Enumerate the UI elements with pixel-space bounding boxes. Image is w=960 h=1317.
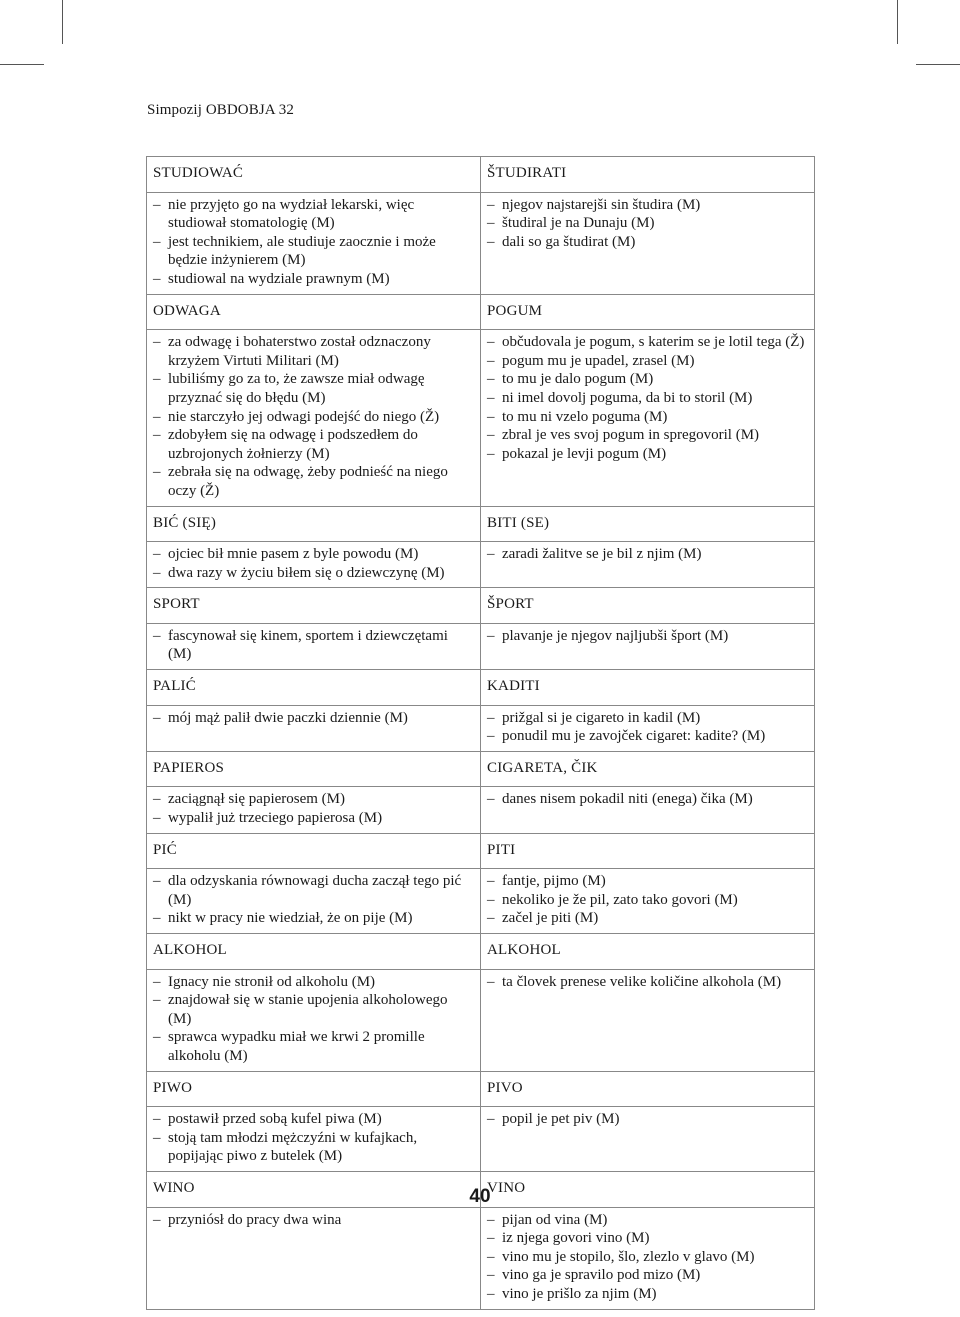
right-cell bbox=[481, 934, 815, 970]
list-item: – zbral je ves svoj pogum in spregovoril (M) bbox=[487, 426, 808, 445]
table-head-row bbox=[147, 1071, 815, 1107]
right-cell bbox=[481, 670, 815, 706]
list-item: – nie przyjęto go na wydział lekarski, więc studiował stomatologię (M) bbox=[153, 196, 474, 233]
example-list bbox=[487, 545, 808, 564]
list-item: – za odwagę i bohaterstwo został odznaczony krzyżem Virtuti Militari (M) bbox=[153, 333, 474, 370]
crop-mark-top-left-h bbox=[0, 64, 44, 65]
term-heading: WINO bbox=[153, 1179, 195, 1196]
list-item: – dwa razy w życiu biłem się o dziewczynę (M) bbox=[153, 564, 474, 583]
list-item: – študiral je na Dunaju (M) bbox=[487, 214, 808, 233]
list-item: – zaciągnął się papierosem (M) bbox=[153, 790, 474, 809]
list-item: – fascynował się kinem, sportem i dziewczętami (M) bbox=[153, 627, 474, 664]
right-cell bbox=[481, 157, 815, 193]
crop-mark-top-right bbox=[897, 0, 898, 44]
left-cell bbox=[147, 934, 481, 970]
list-item: – jest technikiem, ale studiuje zaocznie i może będzie inżynierem (M) bbox=[153, 233, 474, 270]
left-cell bbox=[147, 833, 481, 869]
left-cell bbox=[147, 192, 481, 294]
right-cell bbox=[481, 1207, 815, 1309]
example-list bbox=[487, 196, 808, 252]
table-head-row bbox=[147, 157, 815, 193]
example-list bbox=[153, 709, 474, 728]
term-heading: ALKOHOL bbox=[153, 942, 227, 958]
left-cell bbox=[147, 157, 481, 193]
list-item: – zebrała się na odwagę, żeby podnieść na niego oczy (Ž) bbox=[153, 463, 474, 500]
list-item: – znajdował się w stanie upojenia alkoholowego (M) bbox=[153, 991, 474, 1028]
example-list bbox=[153, 545, 474, 582]
example-list bbox=[487, 709, 808, 746]
list-item: – fantje, pijmo (M) bbox=[487, 872, 808, 891]
list-item: – občudovala je pogum, s katerim se je lotil tega (Ž) bbox=[487, 333, 808, 352]
example-list bbox=[153, 196, 474, 289]
term-heading: ODWAGA bbox=[153, 302, 221, 319]
crop-mark-top-right-h bbox=[916, 64, 960, 65]
example-list bbox=[487, 872, 808, 928]
list-item: – wypalił już trzeciego papierosa (M) bbox=[153, 809, 474, 828]
term-heading: PIĆ bbox=[153, 841, 177, 858]
table-row bbox=[147, 1207, 815, 1309]
table-row bbox=[147, 969, 815, 1071]
right-cell bbox=[481, 833, 815, 869]
right-cell bbox=[481, 294, 815, 330]
list-item: – ponudil mu je zavojček cigaret: kadite? (M) bbox=[487, 727, 808, 746]
term-heading: PITI bbox=[487, 841, 516, 858]
list-item: – nie starczyło jej odwagi podejść do niego (Ž) bbox=[153, 408, 474, 427]
left-cell bbox=[147, 969, 481, 1071]
right-cell bbox=[481, 542, 815, 588]
left-cell bbox=[147, 1071, 481, 1107]
term-heading: PIWO bbox=[153, 1079, 193, 1096]
list-item: – ta človek prenese velike količine alkohola (M) bbox=[487, 973, 808, 992]
left-cell bbox=[147, 330, 481, 506]
list-item: – vino je prišlo za njim (M) bbox=[487, 1285, 808, 1304]
list-item: – popil je pet piv (M) bbox=[487, 1110, 808, 1129]
list-item: – iz njega govori vino (M) bbox=[487, 1229, 808, 1248]
example-list bbox=[487, 333, 808, 463]
example-list bbox=[153, 973, 474, 1066]
term-heading: CIGARETA, ČIK bbox=[487, 759, 598, 776]
example-list bbox=[487, 1211, 808, 1304]
right-cell bbox=[481, 506, 815, 542]
left-cell bbox=[147, 506, 481, 542]
list-item: – to mu je dalo pogum (M) bbox=[487, 370, 808, 389]
right-cell bbox=[481, 192, 815, 294]
table-row bbox=[147, 1107, 815, 1172]
table-head-row bbox=[147, 506, 815, 542]
table-row bbox=[147, 623, 815, 669]
vocabulary-table bbox=[146, 156, 815, 1310]
table-row bbox=[147, 787, 815, 833]
table-head-row bbox=[147, 833, 815, 869]
example-list bbox=[153, 872, 474, 928]
list-item: – sprawca wypadku miał we krwi 2 promille alkoholu (M) bbox=[153, 1028, 474, 1065]
right-cell bbox=[481, 787, 815, 833]
term-heading: PALIĆ bbox=[153, 678, 196, 695]
left-cell bbox=[147, 705, 481, 751]
list-item: – zdobyłem się na odwagę i podszedłem do uzbrojonych żołnierzy (M) bbox=[153, 426, 474, 463]
list-item: – zaradi žalitve se je bil z njim (M) bbox=[487, 545, 808, 564]
list-item: – vino mu je stopilo, šlo, zlezlo v glavo (M) bbox=[487, 1248, 808, 1267]
list-item: – to mu ni vzelo poguma (M) bbox=[487, 408, 808, 427]
list-item: – plavanje je njegov najljubši šport (M) bbox=[487, 627, 808, 646]
table-row bbox=[147, 705, 815, 751]
term-heading: ŠPORT bbox=[487, 596, 534, 613]
left-cell bbox=[147, 588, 481, 624]
left-cell bbox=[147, 751, 481, 787]
term-heading: BITI (SE) bbox=[487, 514, 550, 531]
example-list bbox=[487, 627, 808, 646]
left-cell bbox=[147, 542, 481, 588]
right-cell bbox=[481, 330, 815, 506]
list-item: – lubiliśmy go za to, że zawsze miał odwagę przyznać się do błędu (M) bbox=[153, 370, 474, 407]
right-cell bbox=[481, 1107, 815, 1172]
left-cell bbox=[147, 670, 481, 706]
example-list bbox=[153, 1211, 474, 1230]
term-heading: PAPIEROS bbox=[153, 759, 225, 776]
left-cell bbox=[147, 1107, 481, 1172]
term-heading: ŠTUDIRATI bbox=[487, 165, 567, 181]
left-cell bbox=[147, 787, 481, 833]
right-cell bbox=[481, 969, 815, 1071]
right-cell bbox=[481, 869, 815, 934]
list-item: – studiowal na wydziale prawnym (M) bbox=[153, 270, 474, 289]
example-list bbox=[153, 790, 474, 827]
list-item: – prižgal si je cigareto in kadil (M) bbox=[487, 709, 808, 728]
list-item: – pokazal je levji pogum (M) bbox=[487, 445, 808, 464]
table-head-row bbox=[147, 934, 815, 970]
page-number: 40 bbox=[469, 1186, 491, 1207]
table-head-row bbox=[147, 294, 815, 330]
left-cell bbox=[147, 294, 481, 330]
right-cell bbox=[481, 751, 815, 787]
list-item: – pogum mu je upadel, zrasel (M) bbox=[487, 352, 808, 371]
right-cell bbox=[481, 705, 815, 751]
example-list bbox=[153, 627, 474, 664]
left-cell bbox=[147, 623, 481, 669]
left-cell bbox=[147, 869, 481, 934]
term-heading: VINO bbox=[487, 1179, 526, 1196]
table-row bbox=[147, 192, 815, 294]
right-cell bbox=[481, 623, 815, 669]
list-item: – ojciec bił mnie pasem z byle powodu (M) bbox=[153, 545, 474, 564]
list-item: – przyniósł do pracy dwa wina bbox=[153, 1211, 474, 1230]
table-row bbox=[147, 542, 815, 588]
term-heading: KADITI bbox=[487, 678, 540, 695]
term-heading: POGUM bbox=[487, 302, 543, 319]
table-head-row bbox=[147, 670, 815, 706]
list-item: – dali so ga študirat (M) bbox=[487, 233, 808, 252]
list-item: – stoją tam młodzi mężczyźni w kufajkach, popijając piwo z butelek (M) bbox=[153, 1129, 474, 1166]
example-list bbox=[153, 1110, 474, 1166]
term-heading: PIVO bbox=[487, 1079, 523, 1096]
example-list bbox=[487, 1110, 808, 1129]
list-item: – začel je piti (M) bbox=[487, 909, 808, 928]
list-item: – postawił przed sobą kufel piwa (M) bbox=[153, 1110, 474, 1129]
list-item: – mój mąż palił dwie paczki dziennie (M) bbox=[153, 709, 474, 728]
list-item: – dla odzyskania równowagi ducha zaczął tego pić (M) bbox=[153, 872, 474, 909]
example-list bbox=[153, 333, 474, 500]
list-item: – ni imel dovolj poguma, da bi to storil (M) bbox=[487, 389, 808, 408]
list-item: – pijan od vina (M) bbox=[487, 1211, 808, 1230]
list-item: – nekoliko je že pil, zato tako govori (M) bbox=[487, 891, 808, 910]
list-item: – nikt w pracy nie wiedział, że on pije (M) bbox=[153, 909, 474, 928]
term-heading: ALKOHOL bbox=[487, 942, 561, 958]
running-header: Simpozij OBDOBJA 32 bbox=[147, 102, 294, 118]
list-item: – Ignacy nie stronił od alkoholu (M) bbox=[153, 973, 474, 992]
table-head-row bbox=[147, 751, 815, 787]
example-list bbox=[487, 973, 808, 992]
right-cell bbox=[481, 588, 815, 624]
list-item: – vino ga je spravilo pod mizo (M) bbox=[487, 1266, 808, 1285]
left-cell bbox=[147, 1207, 481, 1309]
term-heading: BIĆ (SIĘ) bbox=[153, 514, 217, 531]
example-list bbox=[487, 790, 808, 809]
list-item: – danes nisem pokadil niti (enega) čika (M) bbox=[487, 790, 808, 809]
table-row bbox=[147, 330, 815, 506]
right-cell bbox=[481, 1071, 815, 1107]
term-heading: SPORT bbox=[153, 596, 200, 613]
table-row bbox=[147, 869, 815, 934]
list-item: – njegov najstarejši sin študira (M) bbox=[487, 196, 808, 215]
crop-mark-top-left bbox=[62, 0, 63, 44]
term-heading: STUDIOWAĆ bbox=[153, 165, 244, 181]
table-head-row bbox=[147, 588, 815, 624]
